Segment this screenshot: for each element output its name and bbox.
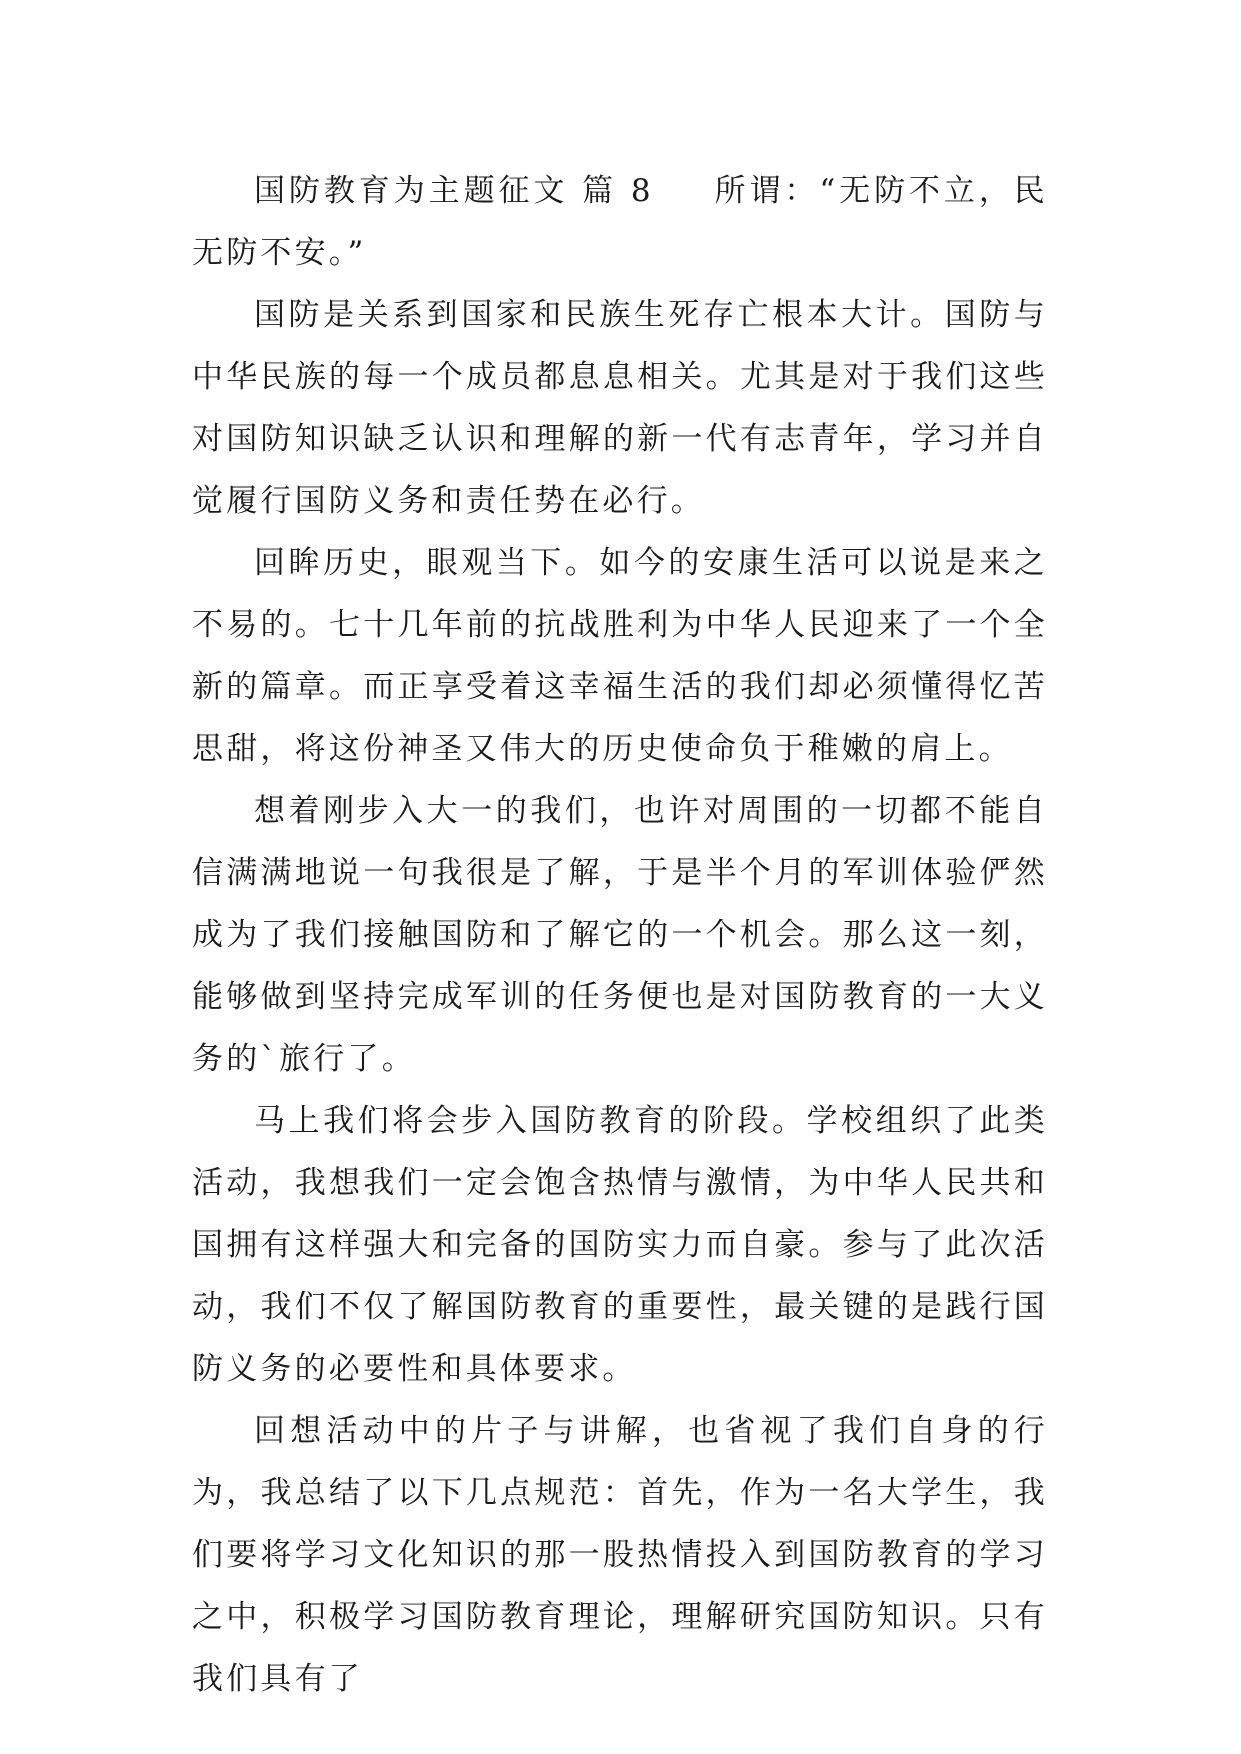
body-paragraph: 回眸历史，眼观当下。如今的安康生活可以说是来之不易的。七十几年前的抗战胜利为中华人民迎来了一个全新的篇章。而正享受着这幸福生活的我们却必须懂得忆苦思甜，将这份神圣又伟大的历史使命负于稚嫩的肩上。 (192, 545, 1048, 767)
title-paragraph (192, 160, 1048, 284)
intro-quote: 所谓：“无防不立，民无防不安。” (192, 173, 1048, 271)
body-paragraph: 马上我们将会步入国防教育的阶段。学校组织了此类活动，我想我们一定会饱含热情与激情，为中华人民共和国拥有这样强大和完备的国防实力而自豪。参与了此次活动，我们不仅了解国防教育的重要性，最关键的是践行国防义务的必要性和具体要求。 (192, 1103, 1048, 1387)
body-paragraph: 回想活动中的片子与讲解，也省视了我们自身的行为，我总结了以下几点规范：首先，作为一名大学生，我们要将学习文化知识的那一股热情投入到国防教育的学习之中，积极学习国防教育理论，理解研究国防知识。只有我们具有了 (192, 1413, 1048, 1697)
body-paragraph: 国防是关系到国家和民族生死存亡根本大计。国防与中华民族的每一个成员都息息相关。尤其是对于我们这些对国防知识缺乏认识和理解的新一代有志青年，学习并自觉履行国防义务和责任势在必行。 (192, 297, 1048, 519)
essay-title: 国防教育为主题征文 篇 8 (254, 173, 654, 209)
body-paragraph: 想着刚步入大一的我们，也许对周围的一切都不能自信满满地说一句我很是了解，于是半个月的军训体验俨然成为了我们接触国防和了解它的一个机会。那么这一刻，能够做到坚持完成军训的任务便也是对国防教育的一大义务的`旅行了。 (192, 793, 1048, 1077)
document-body (192, 160, 1048, 1710)
